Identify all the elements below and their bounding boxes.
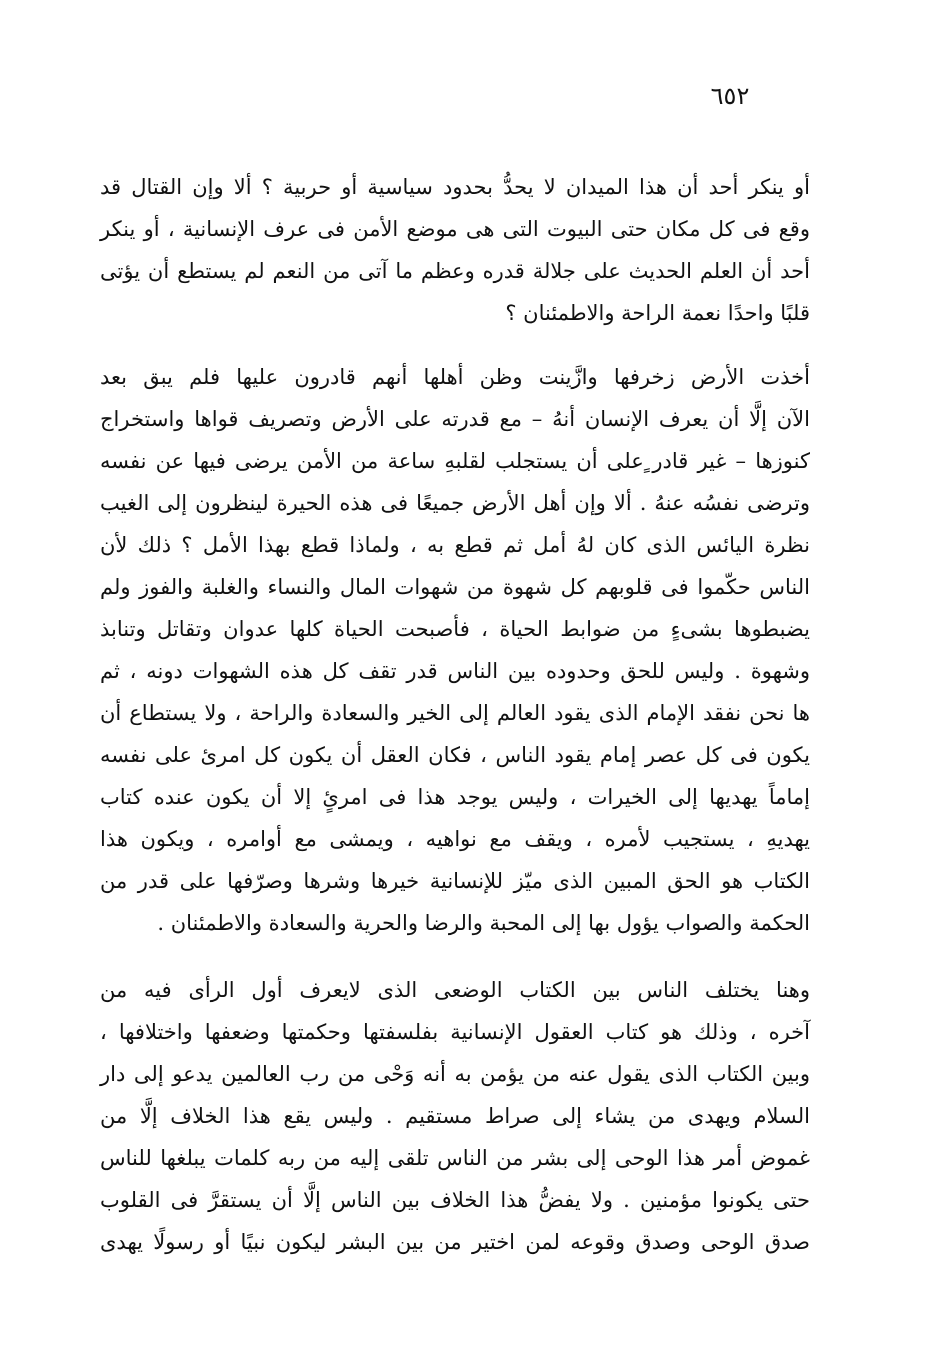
text-line: حتى يكونوا مؤمنين . ولا يفضُّ هذا الخلاف بين الناس إلَّا أن يستقرَّ فى القلوب bbox=[100, 1188, 810, 1212]
text-line: أحد أن العلم الحديث على جلالة قدره وعظم ما آتى من النعم لم يستطع أن يؤتى bbox=[100, 259, 810, 283]
text-line: كنوزها – غير قادر ٍعلى أن يستجلب لقلبهِ ساعة من الأمن يرضى فيها عن نفسه bbox=[100, 449, 810, 473]
text-line: آخره ، وذلك هو كتاب العقول الإنسانية بفلسفتها وحكمتها وضعفها واختلافها ، bbox=[100, 1020, 810, 1044]
text-line: الحكمة والصواب يؤول بها إلى المحبة والرضا والحرية والسعادة والاطمئنان . bbox=[157, 911, 810, 935]
text-line: غموض أمر هذا الوحى إلى بشر من الناس تلقى إليه من ربه كلمات يبلغها للناس bbox=[100, 1146, 810, 1170]
text-line: ها نحن نفقد الإمام الذى يقود العالم إلى الخير والسعادة والراحة ، ولا يستطاع أن bbox=[100, 701, 810, 725]
text-line: قلبًا واحدًا نعمة الراحة والاطمئنان ؟ bbox=[505, 301, 810, 325]
text-line: نظرة اليائس الذى كان لهُ أمل ثم قطع به ، ولماذا قطع بهذا الأمل ؟ ذلك لأن bbox=[100, 533, 810, 557]
text-line: السلام ويهدى من يشاء إلى صراط مستقيم . وليس يقع هذا الخلاف إلَّا من bbox=[100, 1104, 810, 1128]
text-line: الناس حكّموا فى قلوبهم كل شهوة من شهوات المال والنساء والغلبة والفوز ولم bbox=[100, 575, 810, 599]
text-line: أخذت الأرض زخرفها وازَّينت وظن أهلها أنهم قادرون عليها فلم يبق بعد bbox=[100, 365, 810, 389]
page-number: ٦٥٢ bbox=[710, 82, 750, 110]
text-line: صدق الوحى وصدق وقوعه لمن اختير من بين البشر ليكون نبيًا أو رسولًا يهدى bbox=[100, 1230, 810, 1254]
text-line: الكتاب هو الحق المبين الذى ميّز للإنسانية خيرها وشرها وصرّفها على قدر من bbox=[100, 869, 810, 893]
text-line: وقع فى كل مكان حتى البيوت التى هى موضع الأمن فى عرف الإنسانية ، أو ينكر bbox=[100, 217, 810, 241]
text-line: وهنا يختلف الناس بين الكتاب الوضعى الذى لايعرف أول الرأى فيه من bbox=[100, 978, 810, 1002]
text-line: الآن إلَّا أن يعرف الإنسان أنهُ – مع قدرته على الأرض وتصريف قواها واستخراج bbox=[100, 407, 810, 431]
text-line: أو ينكر أحد أن هذا الميدان لا يحدُّ بحدود سياسية أو حربية ؟ ألا وإن القتال قد bbox=[100, 175, 810, 199]
text-line: وبين الكتاب الذى يقول عنه من يؤمن به أنه وَحْى من رب العالمين يدعو إلى دار bbox=[100, 1062, 810, 1086]
text-line: وشهوة . وليس للحق وحدوده بين الناس قدر تقف كل هذه الشهوات دونه ، ثم bbox=[100, 659, 810, 683]
body-text bbox=[100, 166, 810, 1263]
text-line: يكون فى كل عصر إمام يقود الناس ، فكان العقل أن يكون كل امرئ على نفسه bbox=[100, 743, 810, 767]
paragraph-2 bbox=[100, 356, 810, 944]
text-line: إماماً يهديها إلى الخيرات ، وليس يوجد هذا فى امرئٍ إلا أن يكون عنده كتاب bbox=[100, 785, 810, 809]
text-line: وترضى نفسُه عنهُ . ألا وإن أهل الأرض جميعًا فى هذه الحيرة لينظرون إلى الغيب bbox=[100, 491, 810, 515]
text-line: يضبطوها بشىءٍ من ضوابط الحياة ، فأصبحت الحياة كلها عدوان وتقاتل وتنابذ bbox=[100, 617, 810, 641]
paragraph-3 bbox=[100, 969, 810, 1263]
paragraph-1 bbox=[100, 166, 810, 334]
text-line: يهديهِ ، يستجيب لأمره ، ويقف مع نواهيه ، ويمشى مع أوامره ، ويكون هذا bbox=[100, 827, 810, 851]
